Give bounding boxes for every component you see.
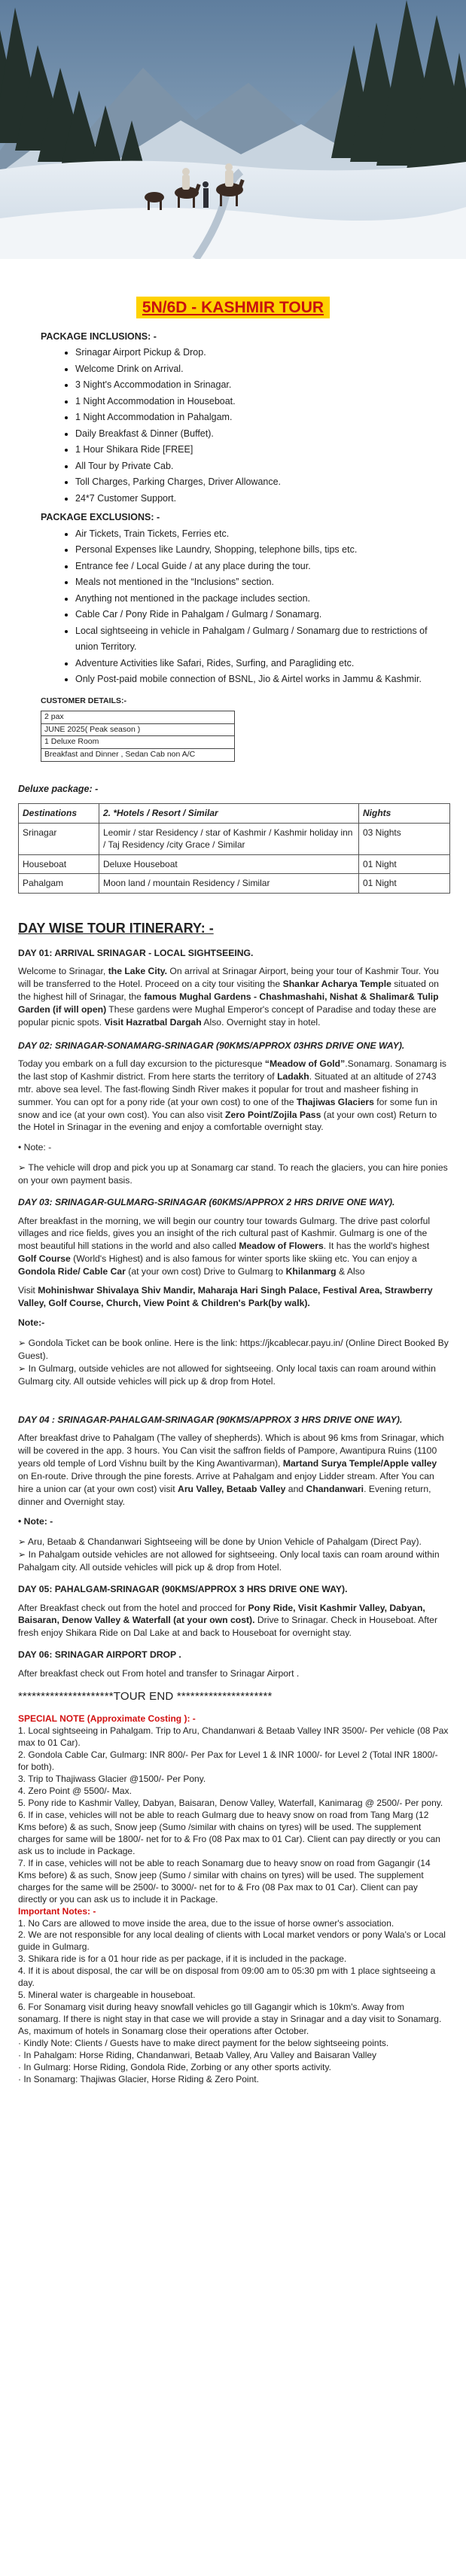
day-4-note-label: • Note: - [18, 1516, 53, 1527]
text-bold: Zero Point/Zojila Pass [225, 1109, 321, 1120]
day-6-heading: DAY 06: SRINAGAR AIRPORT DROP . [18, 1649, 181, 1660]
list-item: • 24*7 Customer Support. [75, 491, 440, 507]
text: .Sonamarg. Sonamarg is the last stop of Kashmir district. From here starts the territory of [18, 1058, 447, 1082]
day-6-section [18, 1649, 449, 1680]
text: Visit [18, 1284, 38, 1296]
text-bold: Pony Ride, Visit Kashmir Valley, Dabyan, Baisaran, Denow Valley & Waterfall (at your own cost). [18, 1602, 425, 1626]
list-item: 2. Gondola Cable Car, Gulmarg: INR 800/- Per Pax for Level 1 & INR 1000/- for Level 2 (Total INR 1800/- for both). [18, 1749, 438, 1773]
text-bold: Aru Valley, Betaab Valley [178, 1483, 286, 1494]
text-bold: Ladakh [277, 1071, 309, 1082]
text: Today you embark on a full day excursion to the picturesque [18, 1058, 265, 1070]
hotels-table [18, 803, 450, 894]
list-item: • 1 Hour Shikara Ride [FREE] [75, 442, 440, 458]
list-item: • Anything not mentioned in the package includes section. [75, 591, 440, 607]
day-3-visit [18, 1284, 449, 1310]
list-item: 3. Shikara ride is for a 01 hour ride as per package, if it is included in the package. [18, 1953, 347, 1965]
list-item: • 3 Night's Accommodation in Srinagar. [75, 377, 440, 394]
list-item: • Srinagar Airport Pickup & Drop. [75, 345, 440, 361]
text: After breakfast in the morning, we will begin our country tour towards Gulmarg. The drive past colorful villages and rice fields, gives you an insight of the rich cultural past of Kashmir. Gulmarg is one of the most beautiful hill stations in the world and also called [18, 1215, 431, 1252]
table-row [19, 854, 450, 874]
list-item: • All Tour by Private Cab. [75, 458, 440, 475]
list-item: · In Gulmarg: Horse Riding, Gondola Ride, Zorbing or any other sports activity. [18, 2061, 331, 2072]
day-4-note-1: ➢ Aru, Betaab & Chandanwari Sightseeing will be done by Union Vehicle of Pahalgam (Direct Pay). [18, 1536, 422, 1548]
day-3-note-1: ➢ Gondola Ticket can be book online. Here is the link: https://jkcablecar.payu.in/ (Online Direct Booked By Guest). [18, 1338, 449, 1362]
day-4-heading: DAY 04 : SRINAGAR-PAHALGAM-SRINAGAR (90KMS/APPROX 3 HRS DRIVE ONE WAY). [18, 1414, 403, 1425]
text: Also. Overnight stay in hotel. [201, 1016, 321, 1028]
text-bold: Shankar Acharya Temple [282, 979, 391, 990]
table-cell: 2 pax [41, 711, 235, 724]
inclusions-list [0, 345, 466, 507]
day-3-section [18, 1196, 449, 1388]
list-item: 1. Local sightseeing in Pahalgam. Trip to Aru, Chandanwari & Betaab Valley INR 3500/- Per vehicle (08 Pax max to 01 Car). [18, 1725, 449, 1749]
special-note-section [18, 1713, 449, 2086]
day-2-heading: DAY 02: SRINAGAR-SONAMARG-SRINAGAR (90KMS/APPROX 03HRS DRIVE ONE WAY). [18, 1040, 405, 1051]
table-cell: JUNE 2025( Peak season ) [41, 723, 235, 736]
day-4-section [18, 1414, 449, 1574]
list-item: • Entrance fee / Local Guide / at any place during the tour. [75, 559, 440, 575]
table-row [41, 711, 235, 724]
day-1-section [18, 947, 449, 1029]
table-header-row [19, 803, 450, 823]
list-item: • Toll Charges, Parking Charges, Driver Allowance. [75, 474, 440, 491]
text: and [285, 1483, 306, 1494]
page-title: 5N/6D - KASHMIR TOUR [136, 297, 330, 318]
day-6-text: After breakfast check out From hotel and transfer to Srinagar Airport . [18, 1667, 300, 1679]
list-item: • 1 Night Accommodation in Pahalgam. [75, 410, 440, 426]
text: (at your own cost) Drive to Gulmarg to [125, 1265, 286, 1277]
text: situated on the highest hill of Srinagar, the [18, 979, 439, 1003]
list-item: • 1 Night Accommodation in Houseboat. [75, 394, 440, 410]
text: After Breakfast check out from the hotel and procced for [18, 1602, 248, 1613]
day-4-note-2: ➢ In Pahalgam outside vehicles are not allowed for sightseeing. Only local taxis can roam around within Pahalgam city. All outside vehicles will pick up & drop from Hotel. [18, 1549, 440, 1573]
day-1-heading: DAY 01: ARRIVAL SRINAGAR - LOCAL SIGHTSEEING. [18, 947, 254, 958]
list-item: 4. If it is about disposal, the car will be on disposal from 09:00 am to 05:30 pm with 1 place sightseeing a day. [18, 1965, 436, 1989]
day-5-heading: DAY 05: PAHALGAM-SRINAGAR (90KMS/APPROX 3 HRS DRIVE ONE WAY). [18, 1583, 348, 1594]
list-item: 6. If in case, vehicles will not be able to reach Gulmarg due to heavy snow on road from Tang Marg (12 Kms before) & as such, Snow jeep (Sumo /similar with chains on tyres) will be used. The supplement charges for same will be 1800/- net for to & Fro (08 Pax max to 01 Car). Client can pay directly or you can ask us to include in Package. [18, 1809, 440, 1856]
column-header: Nights [359, 803, 450, 823]
list-item: • Cable Car / Pony Ride in Pahalgam / Gulmarg / Sonamarg. [75, 607, 440, 623]
column-header: 2. *Hotels / Resort / Similar [99, 803, 359, 823]
day-3-heading: DAY 03: SRINAGAR-GULMARG-SRINAGAR (60KMS/APPROX 2 HRS DRIVE ONE WAY). [18, 1196, 395, 1207]
customer-details-heading: CUSTOMER DETAILS:- [41, 696, 126, 705]
list-item: • Daily Breakfast & Dinner (Buffet). [75, 426, 440, 443]
list-item: • Adventure Activities like Safari, Rides, Surfing, and Paragliding etc. [75, 656, 440, 672]
text-bold: Meadow of Flowers [239, 1241, 324, 1252]
text-bold: famous Mughal Gardens - Chashmashahi, Nishat & Shalimar& Tulip Garden (if will open) [18, 991, 439, 1015]
text: Drive to Srinagar. Check in Houseboat. After fresh enjoy Shikara Ride on Dal Lake at and back to Houseboat for overnight stay. [18, 1615, 438, 1639]
column-header: Destinations [19, 803, 99, 823]
text: (at your own cost) Return to the Hotel in Srinagar in the evening and enjoy a comfortable overnight stay. [18, 1109, 437, 1133]
snow-landscape-illustration [0, 0, 466, 259]
text: (World's Highest) and is also famous for winter sports like skiing etc. You can enjoy a [70, 1253, 417, 1265]
table-row [41, 749, 235, 762]
day-3-note-label: Note:- [18, 1317, 45, 1329]
text-bold: Mohinishwar Shivalaya Shiv Mandir, Maharaja Hari Singh Palace, Festival Area, Strawberry Valley, Golf Course, Church, View Point & Children's Park(by walk). [18, 1284, 433, 1308]
day-4-text [18, 1432, 449, 1508]
text: On arrival at Srinagar Airport, being your tour of Kashmir Tour. You will be transferred to the Hotel. Proceed on a city tour visiting the [18, 966, 439, 990]
text: for some fun in snow and ice (at your own cost). You can also visit [18, 1096, 437, 1120]
list-item: 5. Mineral water is chargeable in houseboat. [18, 1990, 196, 2001]
text-bold: Martand Surya Temple/Apple valley [282, 1458, 437, 1469]
table-cell: Leomir / star Residency / star of Kashmir / Kashmir holiday inn / Taj Residency /city Grace / Similar [99, 823, 359, 854]
list-item: 7. If in case, vehicles will not be able to reach Sonamarg due to heavy snow on road from Gagangir (14 Kms before) & as such, Snow jeep (Sumo / similar with chains on tyres) will be used. The supplement charges for the same will be 2500/- to 3000/- net for to & Fro (08 Pax max to 01 Car). Client can pay directly or you can ask us to include it in Package. [18, 1857, 431, 1905]
day-5-text [18, 1602, 449, 1640]
text-bold: Gondola Ride/ Cable Car [18, 1265, 126, 1277]
list-item: • Personal Expenses like Laundry, Shopping, telephone bills, tips etc. [75, 542, 440, 559]
table-cell: 03 Nights [359, 823, 450, 854]
text: After breakfast drive to Pahalgam (The valley of shepherds). Which is about 96 kms from Srinagar, which will be covered in the app. 3 hours. You Can visit the saffron fields of Pampore, Awantipura Ruins (1100 years old temple of Lord Vishnu built by the King Awantivarman), [18, 1433, 444, 1469]
list-item: · Kindly Note: Clients / Guests have to make direct payment for the below sightseeing points. [18, 2038, 389, 2049]
exclusions-heading: PACKAGE EXCLUSIONS: - [41, 512, 160, 523]
day-2-note: ➢ The vehicle will drop and pick you up at Sonamarg car stand. To reach the glaciers, you can hire ponies on your own payment basis. [18, 1162, 448, 1186]
table-cell: Deluxe Houseboat [99, 854, 359, 874]
day-1-text [18, 965, 449, 1028]
tour-end-divider: *********************TOUR END ********************* [18, 1689, 273, 1703]
list-item: 4. Zero Point @ 5500/- Max. [18, 1786, 132, 1797]
table-cell: 01 Night [359, 854, 450, 874]
deluxe-package-heading: Deluxe package: - [18, 783, 99, 794]
text: These gardens were Mughal Emperor's concept of Paradise and today these are popular picnic spots. [18, 1003, 437, 1028]
day-2-note-label: • Note: - [18, 1142, 52, 1153]
day-2-text [18, 1058, 449, 1134]
table-row [41, 736, 235, 749]
text-bold: Visit Hazratbal Dargah [104, 1016, 202, 1028]
table-cell: 1 Deluxe Room [41, 736, 235, 749]
text: & Also [336, 1265, 365, 1277]
text-bold: the Lake City. [108, 966, 168, 977]
list-item: 2. We are not responsible for any local dealing of clients with Local market vendors or pony Wala's or Local guide in Gulmarg. [18, 1929, 446, 1953]
list-item: • Welcome Drink on Arrival. [75, 361, 440, 378]
text: . Evening return, dinner and Overnight stay. [18, 1483, 431, 1507]
text: Welcome to Srinagar, [18, 966, 108, 977]
table-cell: Houseboat [19, 854, 99, 874]
text: . It has the world's highest [323, 1241, 430, 1252]
list-item: • Air Tickets, Train Tickets, Ferries etc. [75, 526, 440, 543]
customer-details-table [41, 711, 235, 762]
text-bold: Chandanwari [306, 1483, 364, 1494]
text-bold: “Meadow of Gold” [264, 1058, 346, 1070]
table-cell: 01 Night [359, 874, 450, 894]
list-item: • Local sightseeing in vehicle in Pahalgam / Gulmarg / Sonamarg due to restrictions of union Territory. [75, 623, 440, 656]
list-item: 1. No Cars are allowed to move inside the area, due to the issue of horse owner's association. [18, 1917, 394, 1929]
table-row [41, 723, 235, 736]
title-wrap [0, 297, 466, 318]
table-row [19, 874, 450, 894]
list-item: 5. Pony ride to Kashmir Valley, Dabyan, Baisaran, Denow Valley, Waterfall, Kanimarag @ 2500/- Per pony. [18, 1798, 443, 1808]
text-bold: Golf Course [18, 1253, 71, 1265]
list-item: • Only Post-paid mobile connection of BSNL, Jio & Airtel works in Jammu & Kashmir. [75, 671, 440, 688]
main-content [0, 259, 466, 2086]
day-2-section [18, 1040, 449, 1187]
important-notes-heading: Important Notes: - [18, 1905, 96, 1917]
text: on En-route. Drive through the pine forests. Arrive at Pahalgam and enjoy Lidder stream. After You can hire a union car (at your own cost) visit [18, 1470, 434, 1494]
table-cell: Pahalgam [19, 874, 99, 894]
itinerary-heading: DAY WISE TOUR ITINERARY: - [18, 920, 214, 936]
exclusions-list [0, 526, 466, 688]
text-bold: Khilanmarg [285, 1265, 337, 1277]
table-row [19, 823, 450, 854]
day-3-note-2: ➢ In Gulmarg, outside vehicles are not allowed for sightseeing. Only local taxis can roam around within Gulmarg city. All outside vehicles will pick up & drop from Hotel. [18, 1363, 436, 1387]
text-bold: Thajiwas Glaciers [296, 1096, 374, 1107]
day-3-text [18, 1215, 449, 1278]
day-5-section [18, 1583, 449, 1640]
list-item: 3. Trip to Thajiwass Glacier @1500/- Per Pony. [18, 1774, 206, 1785]
special-note-heading: SPECIAL NOTE (Approximate Costing ): - [18, 1713, 196, 1725]
hero-image [0, 0, 466, 259]
text: . Situated at an altitude of 2743 mtr. above sea level. The fast-flowing Sindh River makes it popular for trout and masheer fishing in summer. You can opt for a pony ride (at your own cost) to one of the [18, 1071, 437, 1107]
table-cell: Srinagar [19, 823, 99, 854]
table-cell: Moon land / mountain Residency / Similar [99, 874, 359, 894]
list-item: · In Pahalgam: Horse Riding, Chandanwari, Betaab Valley, Aru Valley and Baisaran Valley [18, 2050, 377, 2061]
table-cell: Breakfast and Dinner , Sedan Cab non A/C [41, 749, 235, 762]
list-item: • Meals not mentioned in the “Inclusions” section. [75, 574, 440, 591]
list-item: · In Sonamarg: Thajiwas Glacier, Horse Riding & Zero Point. [18, 2073, 259, 2084]
list-item: 6. For Sonamarg visit during heavy snowfall vehicles go till Gagangir which is 10km's. Away from sonamarg. If there is night stay in that case we will provide a stay in Srinagar and a day visit to Sonamarg. As, maximum of hotels in Sonamarg close their operations after October. [18, 2002, 442, 2037]
inclusions-heading: PACKAGE INCLUSIONS: - [41, 331, 157, 343]
